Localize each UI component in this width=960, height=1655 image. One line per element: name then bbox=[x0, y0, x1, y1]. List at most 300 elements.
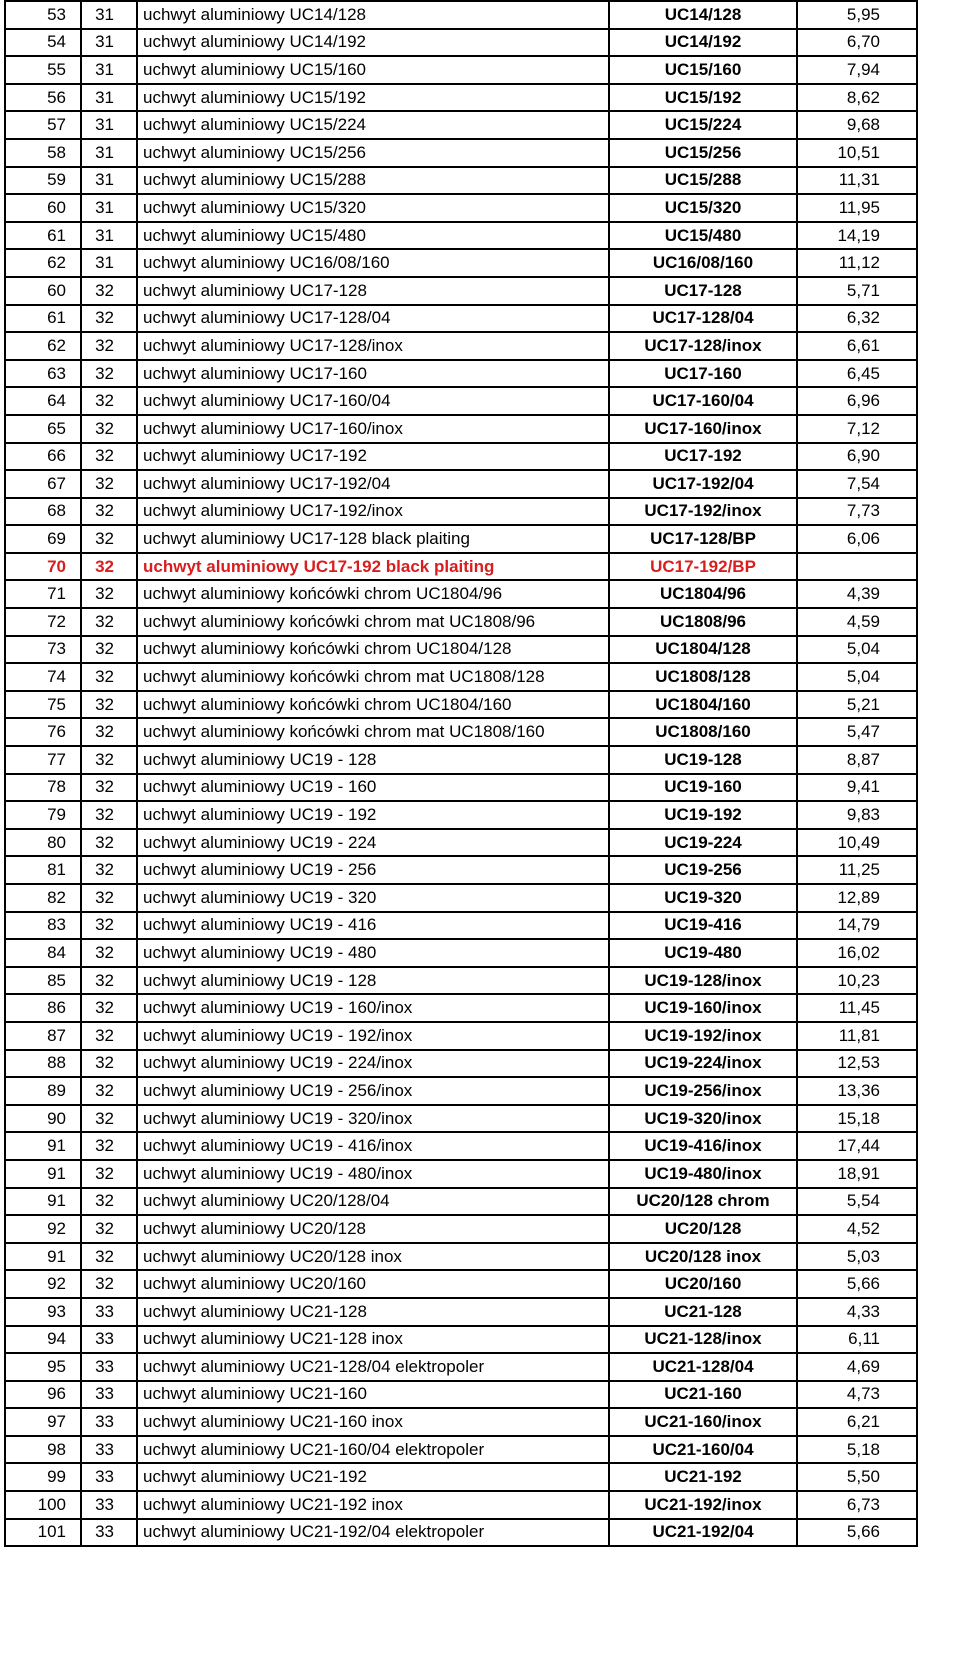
table-row bbox=[5, 1, 917, 29]
product-price: 11,95 bbox=[797, 194, 917, 222]
product-price: 9,41 bbox=[797, 774, 917, 802]
product-name: uchwyt aluminiowy UC17-192 black plaiting bbox=[137, 553, 609, 581]
group-number: 32 bbox=[81, 636, 137, 664]
group-number: 32 bbox=[81, 1132, 137, 1160]
product-name: uchwyt aluminiowy końcówki chrom UC1804/128 bbox=[137, 636, 609, 664]
product-name: uchwyt aluminiowy UC19 - 192/inox bbox=[137, 1022, 609, 1050]
group-number: 32 bbox=[81, 1160, 137, 1188]
group-number: 32 bbox=[81, 884, 137, 912]
row-number: 55 bbox=[5, 56, 81, 84]
row-number: 75 bbox=[5, 691, 81, 719]
price-list-table bbox=[4, 0, 918, 1547]
row-number: 66 bbox=[5, 443, 81, 471]
table-row bbox=[5, 387, 917, 415]
group-number: 31 bbox=[81, 56, 137, 84]
group-number: 33 bbox=[81, 1436, 137, 1464]
row-number: 63 bbox=[5, 360, 81, 388]
table-row bbox=[5, 718, 917, 746]
group-number: 32 bbox=[81, 718, 137, 746]
product-name: uchwyt aluminiowy UC20/128 inox bbox=[137, 1243, 609, 1271]
product-name: uchwyt aluminiowy UC17-128/inox bbox=[137, 332, 609, 360]
product-name: uchwyt aluminiowy końcówki chrom mat UC1808/128 bbox=[137, 663, 609, 691]
product-name: uchwyt aluminiowy końcówki chrom UC1804/96 bbox=[137, 580, 609, 608]
product-name: uchwyt aluminiowy UC17-128/04 bbox=[137, 305, 609, 333]
table-row bbox=[5, 470, 917, 498]
product-code: UC21-192/inox bbox=[609, 1491, 797, 1519]
group-number: 32 bbox=[81, 663, 137, 691]
product-price: 4,52 bbox=[797, 1215, 917, 1243]
product-price: 5,54 bbox=[797, 1188, 917, 1216]
product-code: UC21-160/inox bbox=[609, 1408, 797, 1436]
product-price bbox=[797, 553, 917, 581]
product-name: uchwyt aluminiowy UC17-128 black plaiting bbox=[137, 525, 609, 553]
product-price: 6,11 bbox=[797, 1326, 917, 1354]
table-row bbox=[5, 277, 917, 305]
group-number: 32 bbox=[81, 801, 137, 829]
product-price: 6,61 bbox=[797, 332, 917, 360]
product-price: 5,95 bbox=[797, 1, 917, 29]
table-row bbox=[5, 525, 917, 553]
product-price: 15,18 bbox=[797, 1105, 917, 1133]
product-code: UC19-192/inox bbox=[609, 1022, 797, 1050]
group-number: 31 bbox=[81, 139, 137, 167]
group-number: 33 bbox=[81, 1298, 137, 1326]
table-row bbox=[5, 1215, 917, 1243]
row-number: 70 bbox=[5, 553, 81, 581]
row-number: 56 bbox=[5, 84, 81, 112]
table-row bbox=[5, 1298, 917, 1326]
table-row bbox=[5, 139, 917, 167]
product-code: UC21-192 bbox=[609, 1463, 797, 1491]
product-code: UC21-160 bbox=[609, 1381, 797, 1409]
product-code: UC15/160 bbox=[609, 56, 797, 84]
table-row bbox=[5, 912, 917, 940]
product-price: 17,44 bbox=[797, 1132, 917, 1160]
table-row bbox=[5, 1326, 917, 1354]
product-name: uchwyt aluminiowy UC19 - 416/inox bbox=[137, 1132, 609, 1160]
product-code: UC19-160 bbox=[609, 774, 797, 802]
product-code: UC15/288 bbox=[609, 167, 797, 195]
row-number: 58 bbox=[5, 139, 81, 167]
row-number: 98 bbox=[5, 1436, 81, 1464]
product-name: uchwyt aluminiowy UC19 - 192 bbox=[137, 801, 609, 829]
product-name: uchwyt aluminiowy UC21-192 inox bbox=[137, 1491, 609, 1519]
product-price: 16,02 bbox=[797, 939, 917, 967]
product-price: 9,83 bbox=[797, 801, 917, 829]
group-number: 32 bbox=[81, 1050, 137, 1078]
product-price: 4,73 bbox=[797, 1381, 917, 1409]
product-name: uchwyt aluminiowy UC21-192 bbox=[137, 1463, 609, 1491]
table-row bbox=[5, 1022, 917, 1050]
row-number: 67 bbox=[5, 470, 81, 498]
table-row-highlighted bbox=[5, 553, 917, 581]
product-name: uchwyt aluminiowy UC21-128 inox bbox=[137, 1326, 609, 1354]
row-number: 101 bbox=[5, 1519, 81, 1547]
group-number: 32 bbox=[81, 553, 137, 581]
group-number: 32 bbox=[81, 277, 137, 305]
group-number: 32 bbox=[81, 1077, 137, 1105]
table-row bbox=[5, 498, 917, 526]
group-number: 32 bbox=[81, 580, 137, 608]
group-number: 32 bbox=[81, 415, 137, 443]
product-name: uchwyt aluminiowy UC19 - 160 bbox=[137, 774, 609, 802]
group-number: 33 bbox=[81, 1463, 137, 1491]
product-name: uchwyt aluminiowy UC17-160 bbox=[137, 360, 609, 388]
product-code: UC17-128/inox bbox=[609, 332, 797, 360]
product-price: 6,45 bbox=[797, 360, 917, 388]
product-name: uchwyt aluminiowy UC19 - 224/inox bbox=[137, 1050, 609, 1078]
table-row bbox=[5, 1491, 917, 1519]
product-code: UC17-192 bbox=[609, 443, 797, 471]
product-name: uchwyt aluminiowy UC15/224 bbox=[137, 111, 609, 139]
product-name: uchwyt aluminiowy UC21-192/04 elektropoler bbox=[137, 1519, 609, 1547]
group-number: 31 bbox=[81, 1, 137, 29]
product-code: UC19-480 bbox=[609, 939, 797, 967]
product-price: 18,91 bbox=[797, 1160, 917, 1188]
product-code: UC19-224/inox bbox=[609, 1050, 797, 1078]
product-name: uchwyt aluminiowy UC21-160/04 elektropoler bbox=[137, 1436, 609, 1464]
group-number: 32 bbox=[81, 1105, 137, 1133]
row-number: 69 bbox=[5, 525, 81, 553]
row-number: 76 bbox=[5, 718, 81, 746]
row-number: 81 bbox=[5, 856, 81, 884]
product-code: UC17-128/04 bbox=[609, 305, 797, 333]
product-code: UC19-416 bbox=[609, 912, 797, 940]
product-name: uchwyt aluminiowy UC16/08/160 bbox=[137, 249, 609, 277]
product-price: 12,53 bbox=[797, 1050, 917, 1078]
product-price: 6,96 bbox=[797, 387, 917, 415]
row-number: 73 bbox=[5, 636, 81, 664]
table-row bbox=[5, 1050, 917, 1078]
product-name: uchwyt aluminiowy UC15/160 bbox=[137, 56, 609, 84]
group-number: 32 bbox=[81, 1243, 137, 1271]
product-code: UC15/256 bbox=[609, 139, 797, 167]
product-price: 6,70 bbox=[797, 29, 917, 57]
product-price: 14,79 bbox=[797, 912, 917, 940]
table-row bbox=[5, 691, 917, 719]
product-code: UC19-128 bbox=[609, 746, 797, 774]
product-price: 11,31 bbox=[797, 167, 917, 195]
table-row bbox=[5, 222, 917, 250]
group-number: 31 bbox=[81, 84, 137, 112]
row-number: 85 bbox=[5, 967, 81, 995]
table-row bbox=[5, 1408, 917, 1436]
product-code: UC19-416/inox bbox=[609, 1132, 797, 1160]
row-number: 60 bbox=[5, 277, 81, 305]
product-code: UC20/128 bbox=[609, 1215, 797, 1243]
group-number: 33 bbox=[81, 1353, 137, 1381]
product-price: 11,45 bbox=[797, 994, 917, 1022]
table-row bbox=[5, 84, 917, 112]
product-price: 6,21 bbox=[797, 1408, 917, 1436]
product-code: UC17-128/BP bbox=[609, 525, 797, 553]
product-code: UC1808/128 bbox=[609, 663, 797, 691]
row-number: 97 bbox=[5, 1408, 81, 1436]
table-row bbox=[5, 1436, 917, 1464]
group-number: 32 bbox=[81, 829, 137, 857]
group-number: 33 bbox=[81, 1408, 137, 1436]
product-code: UC21-128 bbox=[609, 1298, 797, 1326]
product-code: UC17-128 bbox=[609, 277, 797, 305]
group-number: 33 bbox=[81, 1491, 137, 1519]
product-name: uchwyt aluminiowy UC21-160 bbox=[137, 1381, 609, 1409]
product-code: UC17-192/inox bbox=[609, 498, 797, 526]
group-number: 32 bbox=[81, 994, 137, 1022]
product-name: uchwyt aluminiowy UC19 - 480/inox bbox=[137, 1160, 609, 1188]
product-name: uchwyt aluminiowy UC19 - 128 bbox=[137, 967, 609, 995]
product-name: uchwyt aluminiowy końcówki chrom mat UC1808/160 bbox=[137, 718, 609, 746]
table-row bbox=[5, 856, 917, 884]
product-price: 5,21 bbox=[797, 691, 917, 719]
product-price: 4,59 bbox=[797, 608, 917, 636]
row-number: 95 bbox=[5, 1353, 81, 1381]
product-price: 4,39 bbox=[797, 580, 917, 608]
row-number: 79 bbox=[5, 801, 81, 829]
product-code: UC15/192 bbox=[609, 84, 797, 112]
product-code: UC20/160 bbox=[609, 1270, 797, 1298]
product-price: 5,03 bbox=[797, 1243, 917, 1271]
product-code: UC15/320 bbox=[609, 194, 797, 222]
product-price: 5,71 bbox=[797, 277, 917, 305]
product-name: uchwyt aluminiowy UC19 - 128 bbox=[137, 746, 609, 774]
table-row bbox=[5, 636, 917, 664]
product-price: 11,25 bbox=[797, 856, 917, 884]
product-name: uchwyt aluminiowy UC19 - 320/inox bbox=[137, 1105, 609, 1133]
product-code: UC1808/160 bbox=[609, 718, 797, 746]
row-number: 77 bbox=[5, 746, 81, 774]
product-price: 10,49 bbox=[797, 829, 917, 857]
group-number: 32 bbox=[81, 691, 137, 719]
group-number: 32 bbox=[81, 470, 137, 498]
product-code: UC17-160/04 bbox=[609, 387, 797, 415]
row-number: 62 bbox=[5, 249, 81, 277]
row-number: 92 bbox=[5, 1215, 81, 1243]
product-name: uchwyt aluminiowy UC20/128/04 bbox=[137, 1188, 609, 1216]
product-price: 5,47 bbox=[797, 718, 917, 746]
group-number: 32 bbox=[81, 608, 137, 636]
table-row bbox=[5, 608, 917, 636]
row-number: 59 bbox=[5, 167, 81, 195]
row-number: 62 bbox=[5, 332, 81, 360]
product-price: 5,04 bbox=[797, 636, 917, 664]
product-name: uchwyt aluminiowy UC21-128/04 elektropoler bbox=[137, 1353, 609, 1381]
row-number: 91 bbox=[5, 1160, 81, 1188]
group-number: 31 bbox=[81, 194, 137, 222]
row-number: 82 bbox=[5, 884, 81, 912]
product-price: 6,32 bbox=[797, 305, 917, 333]
row-number: 89 bbox=[5, 1077, 81, 1105]
product-code: UC19-256 bbox=[609, 856, 797, 884]
product-price: 13,36 bbox=[797, 1077, 917, 1105]
product-name: uchwyt aluminiowy UC17-192 bbox=[137, 443, 609, 471]
table-row bbox=[5, 746, 917, 774]
product-code: UC19-320/inox bbox=[609, 1105, 797, 1133]
row-number: 60 bbox=[5, 194, 81, 222]
product-price: 7,73 bbox=[797, 498, 917, 526]
group-number: 32 bbox=[81, 856, 137, 884]
product-name: uchwyt aluminiowy UC19 - 416 bbox=[137, 912, 609, 940]
product-name: uchwyt aluminiowy UC19 - 160/inox bbox=[137, 994, 609, 1022]
group-number: 32 bbox=[81, 498, 137, 526]
product-price: 4,33 bbox=[797, 1298, 917, 1326]
product-name: uchwyt aluminiowy UC19 - 480 bbox=[137, 939, 609, 967]
product-name: uchwyt aluminiowy UC19 - 256/inox bbox=[137, 1077, 609, 1105]
group-number: 32 bbox=[81, 774, 137, 802]
product-name: uchwyt aluminiowy UC14/192 bbox=[137, 29, 609, 57]
product-price: 6,90 bbox=[797, 443, 917, 471]
table-row bbox=[5, 249, 917, 277]
group-number: 31 bbox=[81, 111, 137, 139]
product-name: uchwyt aluminiowy UC19 - 256 bbox=[137, 856, 609, 884]
product-code: UC19-192 bbox=[609, 801, 797, 829]
product-name: uchwyt aluminiowy UC15/256 bbox=[137, 139, 609, 167]
product-code: UC1804/96 bbox=[609, 580, 797, 608]
row-number: 92 bbox=[5, 1270, 81, 1298]
row-number: 72 bbox=[5, 608, 81, 636]
product-price: 11,12 bbox=[797, 249, 917, 277]
group-number: 32 bbox=[81, 1270, 137, 1298]
product-price: 5,66 bbox=[797, 1270, 917, 1298]
product-code: UC20/128 chrom bbox=[609, 1188, 797, 1216]
product-name: uchwyt aluminiowy UC15/320 bbox=[137, 194, 609, 222]
table-row bbox=[5, 1353, 917, 1381]
table-row bbox=[5, 994, 917, 1022]
table-row bbox=[5, 580, 917, 608]
table-row bbox=[5, 29, 917, 57]
product-price: 7,94 bbox=[797, 56, 917, 84]
product-price: 6,73 bbox=[797, 1491, 917, 1519]
product-price: 5,04 bbox=[797, 663, 917, 691]
row-number: 65 bbox=[5, 415, 81, 443]
product-code: UC21-192/04 bbox=[609, 1519, 797, 1547]
price-list-body bbox=[5, 1, 917, 1546]
group-number: 32 bbox=[81, 305, 137, 333]
product-price: 5,50 bbox=[797, 1463, 917, 1491]
row-number: 57 bbox=[5, 111, 81, 139]
table-row bbox=[5, 1381, 917, 1409]
product-code: UC15/224 bbox=[609, 111, 797, 139]
product-code: UC19-128/inox bbox=[609, 967, 797, 995]
product-price: 10,51 bbox=[797, 139, 917, 167]
product-price: 5,18 bbox=[797, 1436, 917, 1464]
product-code: UC17-160 bbox=[609, 360, 797, 388]
product-name: uchwyt aluminiowy UC17-192/04 bbox=[137, 470, 609, 498]
table-row bbox=[5, 305, 917, 333]
group-number: 32 bbox=[81, 967, 137, 995]
row-number: 99 bbox=[5, 1463, 81, 1491]
row-number: 91 bbox=[5, 1188, 81, 1216]
product-code: UC1808/96 bbox=[609, 608, 797, 636]
product-code: UC19-224 bbox=[609, 829, 797, 857]
group-number: 32 bbox=[81, 1215, 137, 1243]
product-code: UC14/192 bbox=[609, 29, 797, 57]
row-number: 91 bbox=[5, 1132, 81, 1160]
table-row bbox=[5, 194, 917, 222]
row-number: 87 bbox=[5, 1022, 81, 1050]
product-code: UC21-160/04 bbox=[609, 1436, 797, 1464]
product-code: UC20/128 inox bbox=[609, 1243, 797, 1271]
product-code: UC19-256/inox bbox=[609, 1077, 797, 1105]
group-number: 31 bbox=[81, 167, 137, 195]
table-row bbox=[5, 884, 917, 912]
product-price: 8,62 bbox=[797, 84, 917, 112]
product-name: uchwyt aluminiowy UC19 - 320 bbox=[137, 884, 609, 912]
group-number: 33 bbox=[81, 1519, 137, 1547]
product-code: UC15/480 bbox=[609, 222, 797, 250]
product-price: 10,23 bbox=[797, 967, 917, 995]
table-row bbox=[5, 111, 917, 139]
table-row bbox=[5, 939, 917, 967]
product-price: 11,81 bbox=[797, 1022, 917, 1050]
row-number: 61 bbox=[5, 305, 81, 333]
product-code: UC19-160/inox bbox=[609, 994, 797, 1022]
table-row bbox=[5, 1105, 917, 1133]
product-price: 7,12 bbox=[797, 415, 917, 443]
product-code: UC17-192/04 bbox=[609, 470, 797, 498]
table-row bbox=[5, 1077, 917, 1105]
row-number: 88 bbox=[5, 1050, 81, 1078]
group-number: 31 bbox=[81, 249, 137, 277]
table-row bbox=[5, 360, 917, 388]
product-name: uchwyt aluminiowy UC17-160/04 bbox=[137, 387, 609, 415]
product-name: uchwyt aluminiowy UC21-160 inox bbox=[137, 1408, 609, 1436]
row-number: 64 bbox=[5, 387, 81, 415]
table-row bbox=[5, 332, 917, 360]
product-code: UC19-320 bbox=[609, 884, 797, 912]
row-number: 100 bbox=[5, 1491, 81, 1519]
product-price: 6,06 bbox=[797, 525, 917, 553]
product-name: uchwyt aluminiowy UC20/160 bbox=[137, 1270, 609, 1298]
product-price: 4,69 bbox=[797, 1353, 917, 1381]
table-row bbox=[5, 967, 917, 995]
product-code: UC1804/128 bbox=[609, 636, 797, 664]
product-code: UC16/08/160 bbox=[609, 249, 797, 277]
product-name: uchwyt aluminiowy UC14/128 bbox=[137, 1, 609, 29]
row-number: 91 bbox=[5, 1243, 81, 1271]
row-number: 86 bbox=[5, 994, 81, 1022]
row-number: 74 bbox=[5, 663, 81, 691]
table-row bbox=[5, 1243, 917, 1271]
product-price: 8,87 bbox=[797, 746, 917, 774]
product-price: 14,19 bbox=[797, 222, 917, 250]
product-code: UC17-192/BP bbox=[609, 553, 797, 581]
group-number: 31 bbox=[81, 29, 137, 57]
group-number: 33 bbox=[81, 1381, 137, 1409]
group-number: 32 bbox=[81, 443, 137, 471]
table-row bbox=[5, 829, 917, 857]
product-name: uchwyt aluminiowy końcówki chrom UC1804/160 bbox=[137, 691, 609, 719]
table-row bbox=[5, 415, 917, 443]
product-code: UC21-128/inox bbox=[609, 1326, 797, 1354]
product-code: UC17-160/inox bbox=[609, 415, 797, 443]
row-number: 71 bbox=[5, 580, 81, 608]
product-name: uchwyt aluminiowy UC15/480 bbox=[137, 222, 609, 250]
row-number: 94 bbox=[5, 1326, 81, 1354]
group-number: 31 bbox=[81, 222, 137, 250]
product-code: UC21-128/04 bbox=[609, 1353, 797, 1381]
table-row bbox=[5, 1270, 917, 1298]
group-number: 32 bbox=[81, 1022, 137, 1050]
product-price: 12,89 bbox=[797, 884, 917, 912]
group-number: 32 bbox=[81, 525, 137, 553]
product-name: uchwyt aluminiowy UC21-128 bbox=[137, 1298, 609, 1326]
row-number: 83 bbox=[5, 912, 81, 940]
row-number: 78 bbox=[5, 774, 81, 802]
group-number: 32 bbox=[81, 746, 137, 774]
product-price: 7,54 bbox=[797, 470, 917, 498]
product-code: UC14/128 bbox=[609, 1, 797, 29]
group-number: 32 bbox=[81, 387, 137, 415]
